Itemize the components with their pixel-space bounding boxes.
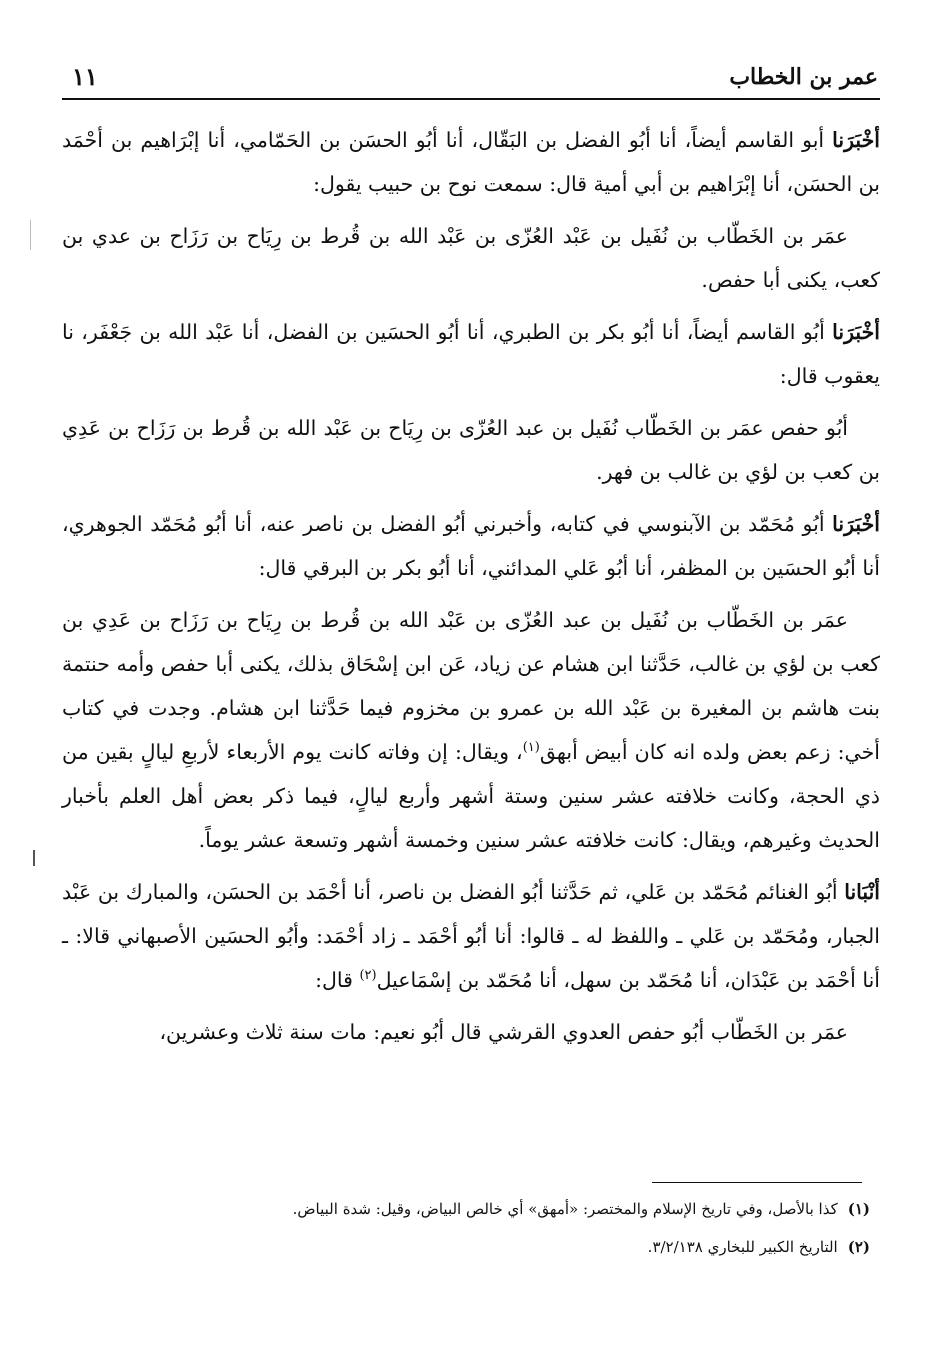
footnote-text: كذا بالأصل، وفي تاريخ الإسلام والمختصر: «أمهق» أي خالص البياض، وقيل: شدة البياض.	[292, 1200, 838, 1218]
paragraph-text: أبو القاسم أيضاً، أنا أبُو الفضل بن البَقّال، أنا أبُو الحسَن بن الحَمّامي، أنا إبْرَاهيم بن أحْمَد بن الحسَن، أنا إبْرَاهيم بن أبي أمية قال: سمعت نوح بن حبيب يقول:	[62, 128, 880, 196]
paragraph-isnad	[62, 310, 880, 398]
paragraph-text-continued: قال:	[315, 968, 360, 992]
paragraph-isnad	[62, 870, 880, 1002]
paragraph-text: عمَر بن الخَطّاب أبُو حفص العدوي القرشي قال أبُو نعيم: مات سنة ثلاث وعشرين،	[159, 1020, 848, 1044]
paragraph-report	[62, 406, 880, 494]
main-text	[62, 118, 880, 1062]
footnote-text: التاريخ الكبير للبخاري ٣/٢/١٣٨.	[647, 1238, 838, 1256]
footnote-number: (٢)	[847, 1238, 870, 1256]
header-title: عمر بن الخطاب	[729, 64, 878, 90]
paragraph-text: أبُو القاسم أيضاً، أنا أبُو بكر بن الطبري، أنا أبُو الحسَين بن الفضل، أنا عَبْد الله بن جَعْفَر، نا يعقوب قال:	[62, 320, 880, 388]
scan-edge-mark	[33, 850, 35, 866]
paragraph-report	[62, 214, 880, 302]
footnote-marker[interactable]: (١)	[522, 740, 540, 756]
page-number: ١١	[72, 62, 98, 91]
paragraph-text: أبُو الغنائم مُحَمّد بن عَلي، ثم حَدَّثنا أبُو الفضل بن ناصر، أنا أحْمَد بن الحسَن، والمبارك بن عَبْد الجبار، ومُحَمّد بن عَلي ـ واللفظ له ـ قالوا: أنا أبُو أحْمَد ـ زاد أحْمَد: وأبُو الحسَين الأصبهاني قالا: ـ أنا أحْمَد بن عَبْدَان، أنا مُحَمّد بن سهل، أنا مُحَمّد بن إسْمَاعيل	[62, 880, 880, 992]
footnote-marker[interactable]: (٢)	[359, 968, 377, 984]
paragraph-isnad	[62, 502, 880, 590]
paragraph-text: عمَر بن الخَطّاب بن نُفَيل بن عَبْد العُزّى بن عَبْد الله بن قُرط بن رِيَاح بن رَزَاح بن عدي بن كعب، يكنى أبا حفص.	[62, 224, 880, 292]
paragraph-lead-word: أخْبَرَنا	[832, 512, 880, 536]
paragraph-text: أبُو مُحَمّد بن الآبنوسي في كتابه، وأخبرني أبُو الفضل بن ناصر عنه، أنا أبُو مُحَمّد الجوهري، أنا أبُو الحسَين بن المظفر، أنا أبُو عَلي المدائني، أنا أبُو بكر بن البرقي قال:	[62, 512, 880, 580]
paragraph-text-continued: ، ويقال: إن وفاته كانت يوم الأربعاء لأربعِ ليالٍ بقين من ذي الحجة، وكانت خلافته عشر سنين وستة أشهر وأربع ليالٍ، فيما ذكر بعض أهل العلم بأخبار الحديث وغيرهم، ويقال: كانت خلافته عشر سنين وخمسة أشهر وتسعة عشر يوماً.	[62, 740, 880, 852]
paragraph-report	[62, 598, 880, 862]
paragraph-report	[62, 1010, 880, 1054]
paragraph-lead-word: أخْبَرَنا	[832, 320, 880, 344]
scan-edge-mark	[30, 220, 31, 250]
footnote-number: (١)	[847, 1200, 870, 1218]
footnotes	[70, 1190, 870, 1266]
footnote	[70, 1228, 870, 1266]
paragraph-isnad	[62, 118, 880, 206]
footnote	[70, 1190, 870, 1228]
paragraph-lead-word: أخْبَرَنا	[832, 128, 880, 152]
paragraph-text: عمَر بن الخَطّاب بن نُفَيل بن عبد العُزّى بن عَبْد الله بن قُرط بن رِيَاح بن رَزَاح بن عَدِي بن كعب بن لؤي بن غالب، حَدَّثنا ابن هشام عن زياد، عَن ابن إسْحَاق بذلك، يكنى أبا حفص وأمه حنتمة بنت هاشم بن المغيرة بن عَبْد الله بن عمرو بن مخزوم فيما حَدَّثنا ابن هشام. وجدت في كتاب أخي: زعم بعض ولده انه كان أبيض أبهق	[62, 608, 880, 764]
paragraph-lead-word: أنْبَانا	[844, 880, 880, 904]
paragraph-text: أبُو حفص عمَر بن الخَطّاب نُفَيل بن عبد العُزّى بن رِيَاح بن عَبْد الله بن قُرط بن رَزَاح بن عَدِي بن كعب بن لؤي بن غالب بن فهر.	[62, 416, 880, 484]
footnote-separator	[652, 1182, 862, 1183]
running-header	[62, 58, 880, 100]
